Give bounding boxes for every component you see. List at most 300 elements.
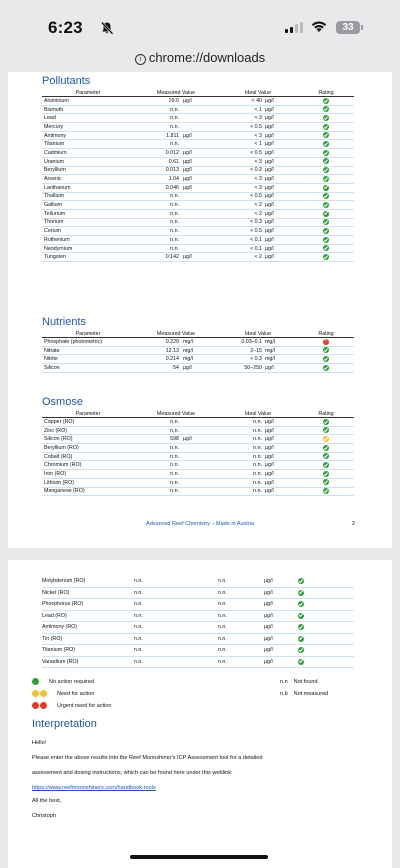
yellow-alert-icon xyxy=(323,436,329,442)
ideal-value: n.n. xyxy=(218,470,264,479)
ideal-unit: µg/l xyxy=(264,218,298,227)
ideal-unit: µg/l xyxy=(264,622,298,634)
table-row xyxy=(42,97,354,106)
parameter-name: Antimony (RO) xyxy=(42,622,134,634)
rating-cell xyxy=(298,183,354,192)
measured-unit xyxy=(182,452,218,461)
ideal-unit: mg/l xyxy=(264,355,298,364)
rating-cell xyxy=(298,452,354,461)
page-footer: Advanced Reef Chemistry – Made in Austria xyxy=(146,521,254,527)
measured-value: n.n. xyxy=(134,114,182,123)
measured-unit: µg/l xyxy=(182,131,218,140)
parameter-name: Antimony xyxy=(42,131,134,140)
ideal-unit: µg/l xyxy=(264,227,298,236)
green-check-icon xyxy=(298,578,304,584)
parameter-name: Tungsten xyxy=(42,253,134,262)
column-header: Measured Value xyxy=(134,411,218,418)
parameter-name: Nickel (RO) xyxy=(42,587,134,599)
measured-unit xyxy=(182,123,218,132)
table-row xyxy=(42,123,354,132)
ideal-value: < 0.3 xyxy=(218,355,264,364)
green-check-icon xyxy=(298,659,304,665)
ideal-value: < 1 xyxy=(218,105,264,114)
table-row xyxy=(42,470,354,479)
parameter-name: Ruthenium xyxy=(42,236,134,245)
info-icon[interactable]: i xyxy=(135,54,146,65)
parameter-name: Beryllium (RO) xyxy=(42,444,134,453)
green-check-icon xyxy=(323,167,329,173)
ideal-unit: µg/l xyxy=(264,97,298,106)
ideal-value: < 0.3 xyxy=(218,218,264,227)
table-row xyxy=(42,227,354,236)
measured-value: n.n. xyxy=(134,140,182,149)
ideal-value: n.n. xyxy=(218,622,264,634)
address-bar[interactable] xyxy=(0,50,400,74)
table-row xyxy=(42,114,354,123)
table-row xyxy=(42,236,354,245)
parameter-name: Aluminium xyxy=(42,97,134,106)
table-row xyxy=(42,622,354,634)
column-header: Ideal Value xyxy=(218,90,298,97)
measured-value: n.n. xyxy=(134,244,182,253)
legend-nb-key: n.b xyxy=(280,691,288,697)
ideal-value: n.n. xyxy=(218,426,264,435)
measured-value: 0.142 xyxy=(134,253,182,262)
rating-cell xyxy=(298,656,354,668)
legend-nn-label: Not found xyxy=(293,679,318,685)
measured-value: 0.61 xyxy=(134,157,182,166)
measured-value: n.n. xyxy=(134,418,182,427)
ideal-unit: µg/l xyxy=(264,175,298,184)
measured-unit xyxy=(182,114,218,123)
measured-value: n.n. xyxy=(134,470,182,479)
measured-unit xyxy=(182,105,218,114)
measured-unit xyxy=(182,633,218,645)
table-row xyxy=(42,645,354,657)
table-row xyxy=(42,364,354,373)
ideal-value: < 3 xyxy=(218,157,264,166)
handbook-tools-link[interactable]: https://www.reefmoonshiners.com/handbook-tools xyxy=(32,785,156,791)
rating-cell xyxy=(298,131,354,140)
measured-unit: µg/l xyxy=(182,183,218,192)
ideal-value: < 1 xyxy=(218,140,264,149)
ideal-unit: µg/l xyxy=(264,131,298,140)
table-row xyxy=(42,444,354,453)
ideal-value: < 3 xyxy=(218,114,264,123)
rating-cell xyxy=(298,149,354,158)
parameter-name: Nitrite xyxy=(42,355,134,364)
ideal-value: n.n. xyxy=(218,435,264,444)
measured-unit: µg/l xyxy=(182,166,218,175)
ideal-unit: µg/l xyxy=(264,478,298,487)
table-row xyxy=(42,157,354,166)
ideal-unit: µg/l xyxy=(264,470,298,479)
ideal-unit: µg/l xyxy=(264,645,298,657)
ideal-unit: µg/l xyxy=(264,452,298,461)
rating-cell xyxy=(298,435,354,444)
ideal-unit: µg/l xyxy=(264,633,298,645)
parameter-name: Titanium (RO) xyxy=(42,645,134,657)
rating-cell xyxy=(298,123,354,132)
closing-text: All the best, xyxy=(32,798,62,804)
rating-cell xyxy=(298,244,354,253)
legend-nb-label: Not measured xyxy=(293,691,329,697)
measured-value: n.n. xyxy=(134,633,182,645)
ideal-unit: µg/l xyxy=(264,183,298,192)
parameter-name: Molybdenum (RO) xyxy=(42,576,134,587)
rating-cell xyxy=(298,346,354,355)
measured-value: n.n. xyxy=(134,656,182,668)
measured-unit xyxy=(182,140,218,149)
rating-cell xyxy=(298,227,354,236)
measured-unit xyxy=(182,478,218,487)
ideal-value: 50–250 xyxy=(218,364,264,373)
table-row xyxy=(42,487,354,496)
green-check-icon xyxy=(323,219,329,225)
legend-need-action xyxy=(32,690,94,697)
rating-cell xyxy=(298,114,354,123)
parameter-name: Thorium xyxy=(42,218,134,227)
green-check-icon xyxy=(323,158,329,164)
measured-unit: µg/l xyxy=(182,175,218,184)
rating-cell xyxy=(298,418,354,427)
ideal-unit: µg/l xyxy=(264,599,298,611)
legend-no-action-label: No action required xyxy=(49,678,94,685)
table-row xyxy=(42,183,354,192)
measured-unit: µg/l xyxy=(182,157,218,166)
interpretation-title: Interpretation xyxy=(32,718,97,730)
rating-cell xyxy=(298,470,354,479)
nutrients-title: Nutrients xyxy=(42,316,87,328)
table-row xyxy=(42,426,354,435)
yellow-alert-icon xyxy=(40,690,47,697)
table-row xyxy=(42,140,354,149)
instructions-line-2: assessment and dosing instructions, which can be found here under this weblink: xyxy=(32,770,233,776)
green-check-icon xyxy=(323,471,329,477)
measured-unit xyxy=(182,656,218,668)
measured-unit: mg/l xyxy=(182,338,218,347)
ideal-unit: µg/l xyxy=(264,656,298,668)
ideal-unit: mg/l xyxy=(264,346,298,355)
parameter-name: Titanium xyxy=(42,140,134,149)
table-row xyxy=(42,149,354,158)
green-check-icon xyxy=(298,647,304,653)
parameter-name: Phosphate (photometric) xyxy=(42,338,134,347)
measured-value: n.n. xyxy=(134,645,182,657)
ideal-value: < 0.5 xyxy=(218,123,264,132)
column-header: Rating xyxy=(298,90,354,97)
ideal-unit: µg/l xyxy=(264,576,298,587)
parameter-name: Beryllium xyxy=(42,166,134,175)
green-check-icon xyxy=(32,678,39,685)
bell-slash-icon xyxy=(100,21,114,35)
status-time: 6:23 xyxy=(48,18,83,37)
green-check-icon xyxy=(323,132,329,138)
rating-cell xyxy=(298,487,354,496)
rating-cell xyxy=(298,209,354,218)
measured-unit: µg/l xyxy=(182,364,218,373)
rating-cell xyxy=(298,426,354,435)
rating-cell xyxy=(298,461,354,470)
ideal-unit: µg/l xyxy=(264,444,298,453)
parameter-name: Lanthanum xyxy=(42,183,134,192)
parameter-name: Cadmium xyxy=(42,149,134,158)
rating-cell xyxy=(298,175,354,184)
table-row xyxy=(42,218,354,227)
ideal-value: < 2 xyxy=(218,253,264,262)
rating-cell xyxy=(298,140,354,149)
legend-nn-key: n.n xyxy=(280,679,288,685)
measured-unit xyxy=(182,192,218,201)
measured-unit xyxy=(182,227,218,236)
parameter-name: Chromium (RO) xyxy=(42,461,134,470)
table-row xyxy=(42,166,354,175)
nutrients-table xyxy=(42,331,354,373)
measured-value: n.n. xyxy=(134,227,182,236)
page-number: 2 xyxy=(351,521,355,527)
measured-value: n.n. xyxy=(134,426,182,435)
green-check-icon xyxy=(323,462,329,468)
home-indicator[interactable] xyxy=(130,855,268,859)
parameter-name: Arsenic xyxy=(42,175,134,184)
ideal-value: < 3 xyxy=(218,175,264,184)
table-row xyxy=(42,478,354,487)
table-row xyxy=(42,656,354,668)
table-row xyxy=(42,201,354,210)
ideal-unit: mg/l xyxy=(264,338,298,347)
osmose-continued-table xyxy=(42,576,354,668)
column-header: Rating xyxy=(298,331,354,338)
ideal-value: < 40 xyxy=(218,97,264,106)
table-row xyxy=(42,209,354,218)
table-row xyxy=(42,610,354,622)
column-header: Measured Value xyxy=(134,90,218,97)
green-check-icon xyxy=(298,601,304,607)
table-row xyxy=(42,105,354,114)
measured-unit: µg/l xyxy=(182,435,218,444)
measured-unit xyxy=(182,444,218,453)
rating-cell xyxy=(298,105,354,114)
ideal-value: < 0.1 xyxy=(218,236,264,245)
rating-cell xyxy=(298,622,354,634)
legend-urgent xyxy=(32,702,111,709)
ideal-value: n.n. xyxy=(218,645,264,657)
parameter-name: Uranium xyxy=(42,157,134,166)
rating-cell xyxy=(298,364,354,373)
green-check-icon xyxy=(323,445,329,451)
green-check-icon xyxy=(298,590,304,596)
ideal-unit: µg/l xyxy=(264,461,298,470)
measured-value: n.n. xyxy=(134,105,182,114)
measured-value: n.n. xyxy=(134,123,182,132)
status-bar xyxy=(0,0,400,46)
table-row xyxy=(42,633,354,645)
ideal-value: < 0.5 xyxy=(218,227,264,236)
measured-unit xyxy=(182,236,218,245)
ideal-value: < 3 xyxy=(218,183,264,192)
measured-value: 0.046 xyxy=(134,183,182,192)
ideal-value: < 0.2 xyxy=(218,166,264,175)
measured-value: 29.0 xyxy=(134,97,182,106)
measured-value: n.n. xyxy=(134,587,182,599)
ideal-value: < 0.5 xyxy=(218,192,264,201)
measured-unit xyxy=(182,487,218,496)
rating-cell xyxy=(298,338,354,347)
parameter-name: Silicon xyxy=(42,364,134,373)
measured-value: n.n. xyxy=(134,452,182,461)
green-check-icon xyxy=(323,479,329,485)
rating-cell xyxy=(298,253,354,262)
table-row xyxy=(42,355,354,364)
red-x-icon xyxy=(40,702,47,709)
rating-cell xyxy=(298,157,354,166)
ideal-unit: µg/l xyxy=(264,149,298,158)
measured-value: 1.811 xyxy=(134,131,182,140)
rating-cell xyxy=(298,201,354,210)
measured-unit: µg/l xyxy=(182,253,218,262)
measured-unit: mg/l xyxy=(182,355,218,364)
column-header: Parameter xyxy=(42,90,134,97)
green-check-icon xyxy=(323,453,329,459)
green-check-icon xyxy=(323,176,329,182)
parameter-name: Lithium (RO) xyxy=(42,478,134,487)
green-check-icon xyxy=(298,613,304,619)
measured-value: 12.13 xyxy=(134,346,182,355)
ideal-unit: µg/l xyxy=(264,192,298,201)
parameter-name: Tellurium xyxy=(42,209,134,218)
ideal-value: n.n. xyxy=(218,576,264,587)
rating-cell xyxy=(298,587,354,599)
ideal-unit: µg/l xyxy=(264,610,298,622)
legend-urgent-label: Urgent need for action xyxy=(57,702,112,709)
rating-cell xyxy=(298,236,354,245)
battery-tip xyxy=(361,25,363,30)
parameter-name: Nitrate xyxy=(42,346,134,355)
ideal-value: n.n. xyxy=(218,444,264,453)
signature-text: Christoph xyxy=(32,813,56,819)
measured-value: n.n. xyxy=(134,487,182,496)
measured-unit xyxy=(182,645,218,657)
ideal-value: 0.03–0.1 xyxy=(218,338,264,347)
ideal-value: n.n. xyxy=(218,656,264,668)
ideal-unit: µg/l xyxy=(264,435,298,444)
measured-value: 0.214 xyxy=(134,355,182,364)
measured-value: n.n. xyxy=(134,444,182,453)
column-header: Ideal Value xyxy=(218,411,298,418)
measured-unit xyxy=(182,587,218,599)
measured-unit xyxy=(182,599,218,611)
green-check-icon xyxy=(298,624,304,630)
column-header: Ideal Value xyxy=(218,331,298,338)
table-row xyxy=(42,192,354,201)
measured-unit xyxy=(182,610,218,622)
rating-cell xyxy=(298,576,354,587)
red-x-icon xyxy=(323,339,329,345)
legend-nb xyxy=(280,691,328,697)
rating-cell xyxy=(298,218,354,227)
green-check-icon xyxy=(323,228,329,234)
measured-value: 0.229 xyxy=(134,338,182,347)
table-row xyxy=(42,452,354,461)
table-row xyxy=(42,435,354,444)
table-row xyxy=(42,175,354,184)
measured-value: n.n. xyxy=(134,236,182,245)
green-check-icon xyxy=(323,254,329,260)
url-text: chrome://downloads xyxy=(148,50,266,65)
parameter-name: Iron (RO) xyxy=(42,470,134,479)
measured-value: n.n. xyxy=(134,599,182,611)
measured-value: 598 xyxy=(134,435,182,444)
rating-cell xyxy=(298,599,354,611)
measured-unit xyxy=(182,418,218,427)
rating-cell xyxy=(298,192,354,201)
green-check-icon xyxy=(323,347,329,353)
measured-unit: µg/l xyxy=(182,97,218,106)
measured-value: n.n. xyxy=(134,576,182,587)
measured-value: 54 xyxy=(134,364,182,373)
yellow-alert-icon xyxy=(32,690,39,697)
parameter-name: Manganese (RO) xyxy=(42,487,134,496)
measured-value: 0.012 xyxy=(134,149,182,158)
measured-value: n.n. xyxy=(134,201,182,210)
measured-value: n.n. xyxy=(134,218,182,227)
green-check-icon xyxy=(323,237,329,243)
parameter-name: Bismuth xyxy=(42,105,134,114)
ideal-unit: µg/l xyxy=(264,364,298,373)
table-row xyxy=(42,576,354,587)
parameter-name: Mercury xyxy=(42,123,134,132)
measured-value: n.n. xyxy=(134,461,182,470)
ideal-value: < 0.1 xyxy=(218,244,264,253)
green-check-icon xyxy=(323,193,329,199)
green-check-icon xyxy=(323,365,329,371)
column-header: Parameter xyxy=(42,411,134,418)
legend-nn xyxy=(280,679,318,685)
ideal-unit: µg/l xyxy=(264,209,298,218)
measured-unit: mg/l xyxy=(182,346,218,355)
ideal-unit: µg/l xyxy=(264,236,298,245)
ideal-unit: µg/l xyxy=(264,105,298,114)
measured-value: n.n. xyxy=(134,610,182,622)
rating-cell xyxy=(298,645,354,657)
ideal-value: n.n. xyxy=(218,587,264,599)
ideal-unit: µg/l xyxy=(264,418,298,427)
measured-unit xyxy=(182,201,218,210)
green-check-icon xyxy=(323,211,329,217)
table-row xyxy=(42,131,354,140)
pdf-page-1 xyxy=(8,72,392,548)
ideal-unit: µg/l xyxy=(264,201,298,210)
green-check-icon xyxy=(323,419,329,425)
pollutants-table xyxy=(42,90,354,262)
osmose-table xyxy=(42,411,354,496)
measured-unit: µg/l xyxy=(182,149,218,158)
rating-cell xyxy=(298,97,354,106)
green-check-icon xyxy=(323,124,329,130)
ideal-value: < 0.5 xyxy=(218,149,264,158)
battery-indicator: 33 xyxy=(336,21,360,34)
table-row xyxy=(42,599,354,611)
green-check-icon xyxy=(323,488,329,494)
column-header: Rating xyxy=(298,411,354,418)
ideal-unit: µg/l xyxy=(264,487,298,496)
ideal-unit: µg/l xyxy=(264,157,298,166)
table-row xyxy=(42,244,354,253)
table-row xyxy=(42,418,354,427)
table-row xyxy=(42,338,354,347)
red-x-icon xyxy=(32,702,39,709)
ideal-value: n.n. xyxy=(218,599,264,611)
